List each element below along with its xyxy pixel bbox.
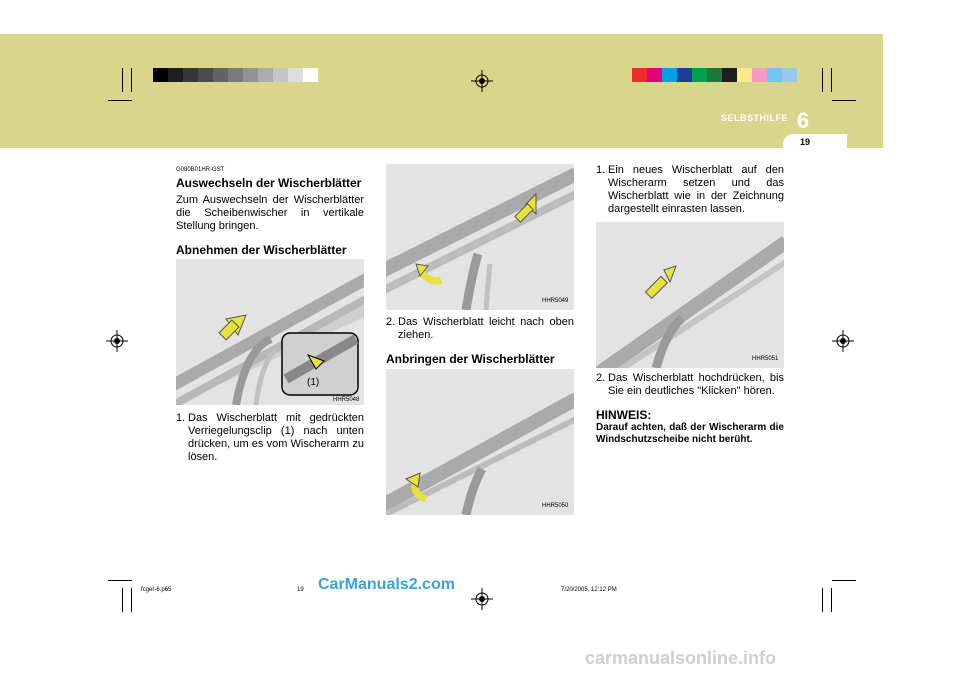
- figure-code: HHR5049: [542, 298, 569, 304]
- left-steps: [176, 412, 364, 464]
- color-swatch: [168, 68, 183, 82]
- figure-code: HHR5048: [333, 397, 360, 403]
- note-text: Darauf achten, daß der Wischerarm die Windschutzscheibe nicht berüht.: [596, 422, 784, 445]
- watermark-bottom[interactable]: carmanualsonline.info: [585, 648, 777, 668]
- crop-mark: [131, 68, 132, 92]
- right-text-bottom: [596, 372, 784, 446]
- registration-mark-icon: [471, 588, 493, 610]
- step-text: Das Wischerblatt leicht nach oben ziehen.: [398, 316, 574, 341]
- color-swatch: [243, 68, 258, 82]
- color-swatch: [258, 68, 273, 82]
- figure-remove-blade: [176, 259, 364, 405]
- crop-mark: [822, 68, 823, 92]
- color-swatch: [183, 68, 198, 82]
- crop-mark: [122, 68, 123, 92]
- section-heading: Auswechseln der Wischerblätter: [176, 176, 362, 190]
- crop-mark: [122, 588, 123, 612]
- crop-mark: [822, 588, 823, 612]
- step-text: Ein neues Wischerblatt auf den Wischerarm setzen und das Wischerblatt wie in der Zeichnung dargestellt einrasten lassen.: [608, 164, 784, 215]
- figure-install-blade: [386, 369, 574, 515]
- color-swatch: [752, 68, 767, 82]
- color-swatch: [782, 68, 797, 82]
- color-swatch: [288, 68, 303, 82]
- figure-code: HHR5050: [542, 503, 569, 509]
- registration-mark-icon: [832, 330, 854, 352]
- page-number: 19: [799, 137, 810, 147]
- color-swatch: [153, 68, 168, 82]
- crop-mark: [108, 580, 132, 581]
- color-swatch: [632, 68, 647, 82]
- step-item: [176, 412, 364, 464]
- step-item: [596, 372, 784, 398]
- subheading-remove: Abnehmen der Wischerblätter: [176, 243, 347, 257]
- step-item: [386, 316, 574, 342]
- section-code: G080B01HR-GST: [176, 167, 225, 173]
- color-swatch: [737, 68, 752, 82]
- color-bar-left: [153, 68, 318, 82]
- callout-label: (1): [307, 377, 320, 388]
- color-swatch: [707, 68, 722, 82]
- chapter-number: 6: [796, 108, 810, 133]
- figure-pull-blade: [386, 164, 574, 310]
- middle-text: [386, 316, 574, 366]
- step-item: [596, 164, 784, 216]
- crop-mark: [832, 580, 856, 581]
- color-swatch: [213, 68, 228, 82]
- figure-attach-blade: [596, 222, 784, 368]
- color-swatch: [273, 68, 288, 82]
- watermark-top[interactable]: CarManuals2.com: [318, 576, 455, 593]
- intro-text: Zum Auswechseln der Wischerblätter die Scheibenwischer in vertikale Stellung bringen.: [176, 194, 364, 232]
- color-swatch: [692, 68, 707, 82]
- footer-file: fcger-6.p65: [141, 587, 172, 593]
- step-number: 2.: [596, 372, 606, 384]
- left-column: [176, 164, 364, 257]
- crop-mark: [831, 68, 832, 92]
- color-swatch: [228, 68, 243, 82]
- header-band: [0, 34, 883, 148]
- right-text-top: [596, 164, 784, 216]
- step-number: 1.: [176, 412, 186, 424]
- section-title: SELBSTHILFE: [720, 113, 788, 123]
- step-number: 1.: [596, 164, 606, 176]
- figure-code: HHR5051: [752, 356, 779, 362]
- footer-date: 7/20/2005, 12:12 PM: [561, 587, 617, 593]
- step-text: Das Wischerblatt mit gedrückten Verriegelungsclip (1) nach unten drücken, um es vom Wischerarm zu lösen.: [188, 412, 364, 463]
- step-text: Das Wischerblatt hochdrücken, bis Sie ein deutliches "Klicken" hören.: [608, 372, 784, 397]
- color-swatch: [647, 68, 662, 82]
- color-swatch: [677, 68, 692, 82]
- registration-mark-icon: [471, 70, 493, 92]
- crop-mark: [832, 100, 856, 101]
- color-swatch: [767, 68, 782, 82]
- color-bar-right: [632, 68, 797, 82]
- footer-page: 19: [297, 587, 304, 593]
- crop-mark: [131, 588, 132, 612]
- registration-mark-icon: [106, 330, 128, 352]
- step-number: 2.: [386, 316, 396, 328]
- crop-mark: [108, 100, 132, 101]
- color-swatch: [662, 68, 677, 82]
- color-swatch: [303, 68, 318, 82]
- color-swatch: [198, 68, 213, 82]
- crop-mark: [831, 588, 832, 612]
- color-swatch: [722, 68, 737, 82]
- note-heading: HINWEIS:: [596, 408, 652, 422]
- subheading-install: Anbringen der Wischerblätter: [386, 352, 555, 366]
